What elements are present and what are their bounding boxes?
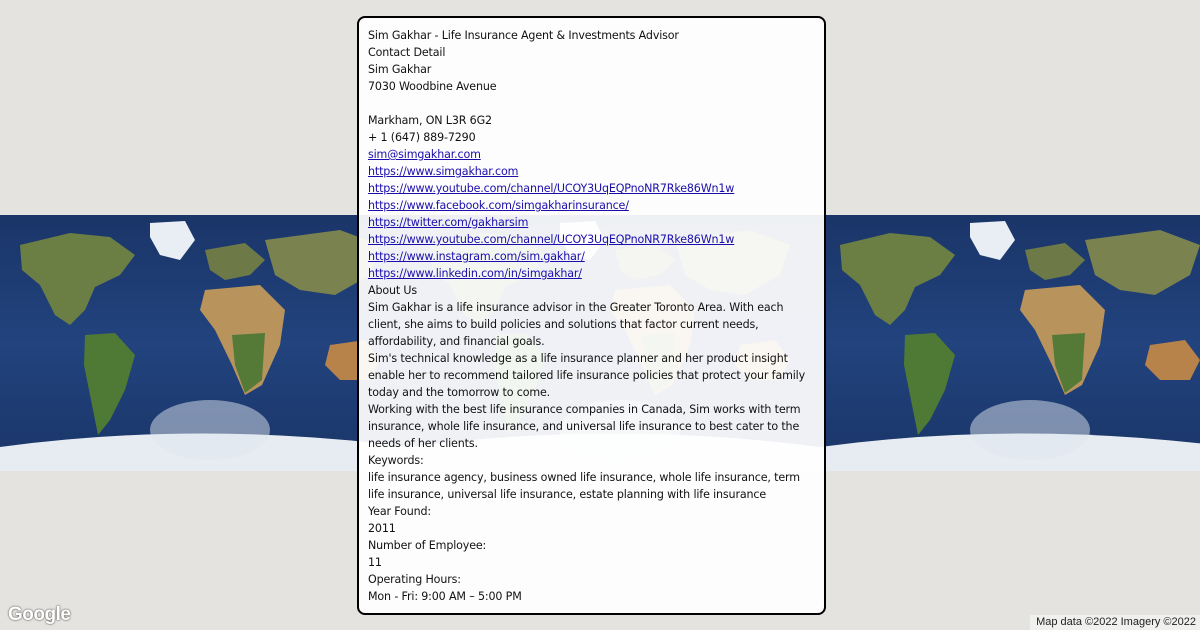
keywords-value: life insurance agency, business owned life insurance, whole life insurance, term life insurance, universal life insurance, estate planning with life insurance: [368, 471, 800, 501]
linkedin-link[interactable]: https://www.linkedin.com/in/simgakhar/: [368, 267, 582, 280]
keywords-label: Keywords:: [368, 454, 424, 467]
contact-heading: Contact Detail: [368, 46, 446, 59]
phone-number: + 1 (647) 889-7290: [368, 131, 476, 144]
about-heading: About Us: [368, 284, 418, 297]
youtube-link-2[interactable]: https://www.youtube.com/channel/UCOY3UqEQPnoNR7Rke86Wn1w: [368, 233, 735, 246]
instagram-link[interactable]: https://www.instagram.com/sim.gakhar/: [368, 250, 585, 263]
employees-label: Number of Employee:: [368, 539, 487, 552]
hours-value: Mon - Fri: 9:00 AM – 5:00 PM: [368, 590, 522, 603]
year-value: 2011: [368, 522, 396, 535]
business-title: Sim Gakhar - Life Insurance Agent & Investments Advisor: [368, 29, 679, 42]
about-paragraph-2: Sim's technical knowledge as a life insurance planner and her product insight enable her to recommend tailored life insurance policies that protect your family today and the tomorrow to come.: [368, 352, 806, 399]
contact-name: Sim Gakhar: [368, 63, 432, 76]
year-label: Year Found:: [368, 505, 431, 518]
map-attribution[interactable]: Map data ©2022 Imagery ©2022: [1030, 615, 1200, 630]
email-link[interactable]: sim@simgakhar.com: [368, 148, 481, 161]
business-info-card: [357, 16, 826, 615]
google-logo[interactable]: Google: [8, 604, 71, 625]
hours-label: Operating Hours:: [368, 573, 461, 586]
employees-value: 11: [368, 556, 382, 569]
facebook-link[interactable]: https://www.facebook.com/simgakharinsurance/: [368, 199, 629, 212]
address-spacer: [368, 95, 815, 112]
about-paragraph-3: Working with the best life insurance companies in Canada, Sim works with term insurance, whole life insurance, and universal life insurance to best cater to the needs of her clients.: [368, 403, 801, 450]
youtube-link[interactable]: https://www.youtube.com/channel/UCOY3UqEQPnoNR7Rke86Wn1w: [368, 182, 735, 195]
twitter-link[interactable]: https://twitter.com/gakharsim: [368, 216, 529, 229]
address-line-2: Markham, ON L3R 6G2: [368, 114, 492, 127]
website-link[interactable]: https://www.simgakhar.com: [368, 165, 519, 178]
about-paragraph-1: Sim Gakhar is a life insurance advisor in the Greater Toronto Area. With each client, she aims to build policies and solutions that factor current needs, affordability, and financial goals.: [368, 301, 784, 348]
address-line-1: 7030 Woodbine Avenue: [368, 80, 497, 93]
